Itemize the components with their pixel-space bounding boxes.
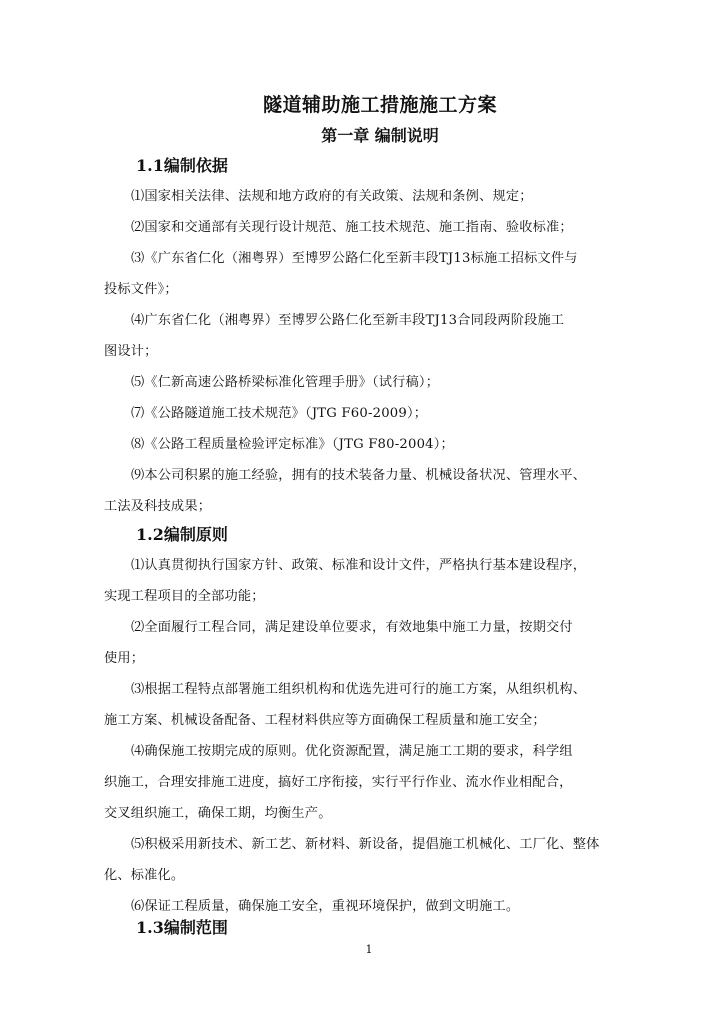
section-heading-1-2: 1.2编制原则 (136, 525, 228, 544)
paragraph-line: ⑵国家和交通部有关现行设计规范、施工技术规范、施工指南、验收标准； (131, 220, 573, 235)
paragraph-line: ⑷广东省仁化（湘粤界）至博罗公路仁化至新丰段TJ13合同段两阶段施工 (131, 313, 565, 328)
paragraph-line: 实现工程项目的全部功能； (104, 589, 265, 604)
page-number: 1 (365, 943, 373, 956)
paragraph-line: ⑶《广东省仁化（湘粤界）至博罗公路仁化至新丰段TJ13标施工招标文件与 (131, 251, 578, 266)
paragraph-line: ⑴国家相关法律、法规和地方政府的有关政策、法规和条例、规定； (131, 189, 533, 204)
paragraph-line: ⑸积极采用新技术、新工艺、新材料、新设备，提倡施工机械化、工厂化、整体 (131, 837, 600, 852)
paragraph-line: 使用； (104, 651, 145, 666)
paragraph-line: ⑼本公司积累的施工经验，拥有的技术装备力量、机械设备状况、管理水平、 (131, 468, 587, 483)
chapter-title: 第一章 编制说明 (321, 126, 439, 145)
paragraph-line: 织施工，合理安排施工进度，搞好工序衔接，实行平行作业、流水作业相配合， (104, 775, 573, 790)
paragraph-line: ⑺《公路隧道施工技术规范》（JTG F60-2009）； (131, 406, 428, 421)
document-title: 隧道辅助施工措施施工方案 (262, 94, 497, 116)
paragraph-line: ⑹保证工程质量，确保施工安全，重视环境保护，做到文明施工。 (131, 899, 520, 914)
paragraph-line: 投标文件》； (104, 282, 178, 297)
paragraph-line: ⑶根据工程特点部署施工组织机构和优选先进可行的施工方案，从组织机构、 (131, 682, 587, 697)
section-heading-1-1: 1.1编制依据 (136, 156, 228, 175)
paragraph-line: ⑴认真贯彻执行国家方针、政策、标准和设计文件，严格执行基本建设程序， (131, 558, 587, 573)
paragraph-line: 图设计； (104, 344, 158, 359)
paragraph-line: 交叉组织施工，确保工期，均衡生产。 (104, 806, 332, 821)
paragraph-line: ⑷确保施工按期完成的原则。优化资源配置，满足施工工期的要求，科学组 (131, 744, 573, 759)
paragraph-line: 工法及科技成果； (104, 499, 212, 514)
section-heading-1-3: 1.3编制范围 (136, 918, 228, 937)
paragraph-line: 施工方案、机械设备配备、工程材料供应等方面确保工程质量和施工安全； (104, 713, 546, 728)
paragraph-line: 化、标准化。 (104, 868, 185, 883)
paragraph-line: ⑻《公路工程质量检验评定标准》（JTG F80-2004）； (131, 437, 454, 452)
paragraph-line: ⑸《仁新高速公路桥梁标准化管理手册》（试行稿）； (131, 375, 440, 390)
paragraph-line: ⑵全面履行工程合同，满足建设单位要求，有效地集中施工力量，按期交付 (131, 620, 573, 635)
